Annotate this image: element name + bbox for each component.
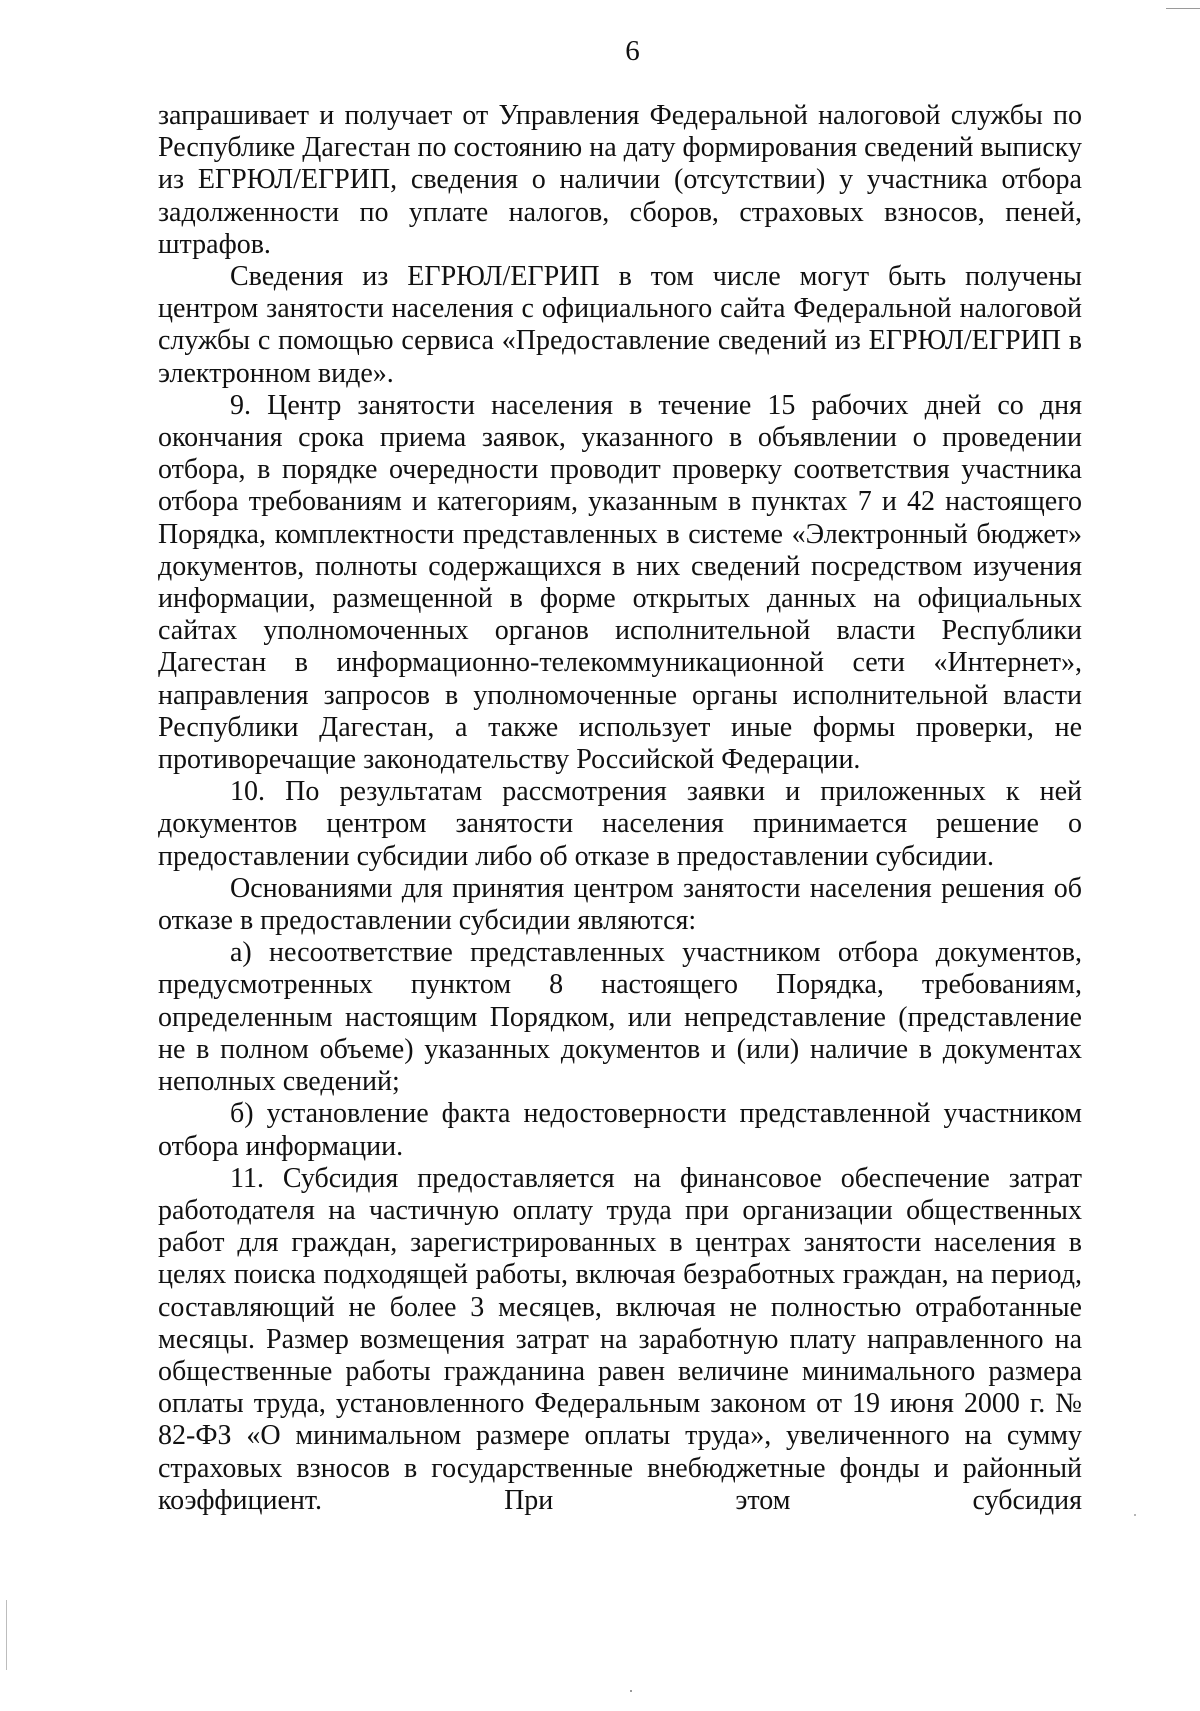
paragraph-subitem-a: а) несоответствие представленных участником отбора документов, предусмотренных пунктом 8 настоящего Порядка, требованиям, определенным настоящим Порядком, или непредставление (представление не в полном объеме) указанных документов и (или) наличие в документах неполных сведений; <box>158 937 1082 1098</box>
paragraph-egrul-online-service: Сведения из ЕГРЮЛ/ЕГРИП в том числе могут быть получены центром занятости населения с официального сайта Федеральной налоговой службы с помощью сервиса «Предоставление сведений из ЕГРЮЛ/ЕГРИП в электронном виде». <box>158 261 1082 389</box>
paragraph-item-9: 9. Центр занятости населения в течение 15 рабочих дней со дня окончания срока приема заявок, указанного в объявлении о проведении отбора, в порядке очередности проводит проверку соответствия участника отбора требованиям и категориям, указанным в пунктах 7 и 42 настоящего Порядка, комплектности представленных в системе «Электронный бюджет» документов, полноты содержащихся в них сведений посредством изучения информации, размещенной в форме открытых данных на официальных сайтах уполномоченных органов исполнительной власти Республики Дагестан в информационно-телекоммуникационной сети «Интернет», направления запросов в уполномоченные органы исполнительной власти Республики Дагестан, а также использует иные формы проверки, не противоречащие законодательству Российской Федерации. <box>158 389 1082 776</box>
paragraph-continuation-egrul: запрашивает и получает от Управления Федеральной налоговой службы по Республике Дагестан по состоянию на дату формирования сведений выписку из ЕГРЮЛ/ЕГРИП, сведения о наличии (отсутствии) у участника отбора задолженности по уплате налогов, сборов, страховых взносов, пеней, штрафов. <box>158 100 1082 260</box>
scan-edge-line-left-bottom <box>6 1600 7 1670</box>
paragraph-item-11: 11. Субсидия предоставляется на финансовое обеспечение затрат работодателя на частичную оплату труда при организации общественных работ для граждан, зарегистрированных в центрах занятости населения в целях поиска подходящей работы, включая безработных граждан, на период, составляющий не более 3 месяцев, включая не полностью отработанные месяцы. Размер возмещения затрат на заработную плату направленного на общественные работы гражданина равен величине минимального размера оплаты труда, установленного Федеральным законом от 19 июня 2000 г. № 82-ФЗ «О минимальном размере оплаты труда», увеличенного на сумму страховых взносов в государственные внебюджетные фонды и районный коэффициент. При этом субсидия <box>158 1162 1082 1516</box>
scan-dot <box>630 1690 632 1692</box>
paragraph-subitem-b: б) установление факта недостоверности представленной участником отбора информации. <box>158 1098 1082 1162</box>
scan-dot <box>1134 1514 1136 1516</box>
paragraph-refusal-grounds: Основаниями для принятия центром занятости населения решения об отказе в предоставлении субсидии являются: <box>158 872 1082 937</box>
paragraph-item-10: 10. По результатам рассмотрения заявки и приложенных к ней документов центром занятости населения принимается решение о предоставлении субсидии либо об отказе в предоставлении субсидии. <box>158 776 1082 872</box>
scan-edge-line-top-right <box>1166 8 1200 9</box>
document-body <box>158 100 1082 1517</box>
page-number: 6 <box>625 35 640 67</box>
